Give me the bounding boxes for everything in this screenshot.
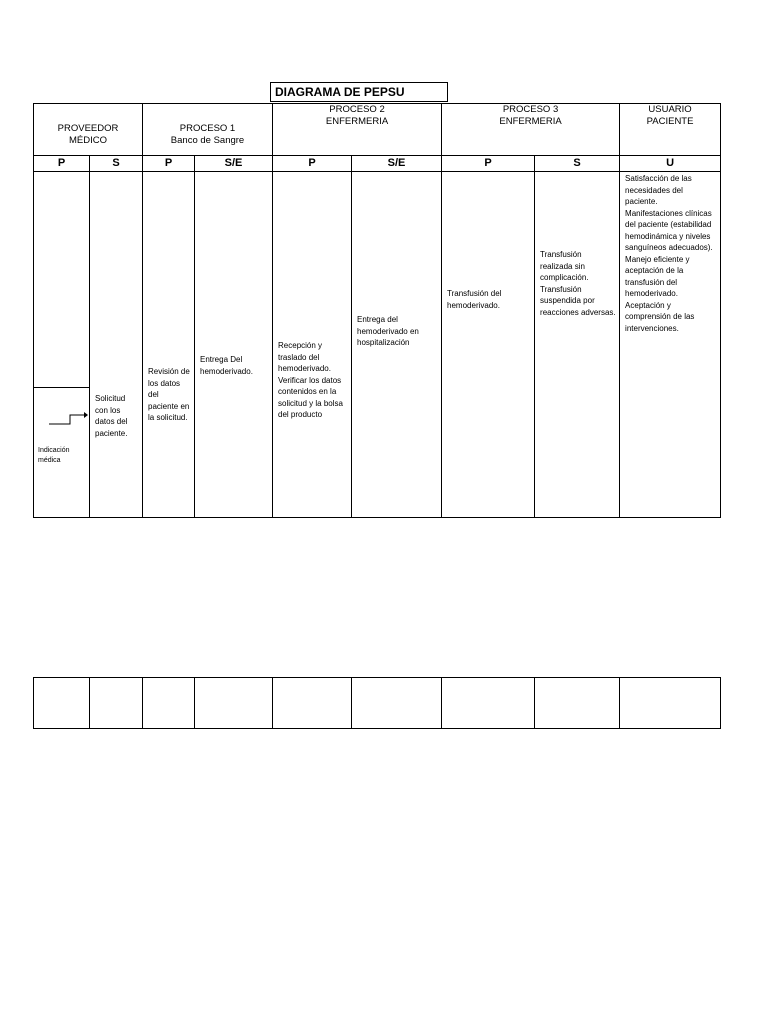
- header-proceso2-line1: PROCESO 2: [329, 104, 385, 115]
- divider-line: [34, 387, 89, 388]
- empty-cell: [535, 678, 620, 729]
- cell-usuario-u: [620, 172, 721, 518]
- header-proceso2-line2: ENFERMERIA: [325, 116, 389, 127]
- empty-cell: [620, 678, 721, 729]
- subheader-cell: P: [34, 156, 90, 172]
- subheader-cell: S/E: [352, 156, 442, 172]
- empty-cell: [34, 678, 90, 729]
- empty-cell: [352, 678, 442, 729]
- header-usuario-line1: USUARIO: [648, 104, 692, 115]
- header-proceso1-line1: PROCESO 1: [179, 122, 236, 134]
- header-proceso1: [143, 104, 273, 156]
- header-proceso3-line1: PROCESO 3: [502, 104, 559, 115]
- cell-proceso3-p: [442, 172, 535, 518]
- empty-cell: [442, 678, 535, 729]
- pepsu-table: [33, 103, 721, 518]
- cell-proceso1-p: [143, 172, 195, 518]
- header-proceso3: [442, 104, 620, 156]
- empty-cell: [90, 678, 143, 729]
- subheader-cell: P: [442, 156, 535, 172]
- empty-cell: [143, 678, 195, 729]
- cell-text: Transfusión del hemoderivado.: [447, 289, 502, 310]
- header-usuario-line2: PACIENTE: [646, 116, 694, 127]
- header-proveedor: [34, 104, 143, 156]
- header-proveedor-line2: MÉDICO: [69, 134, 107, 146]
- arrow-icon: [48, 410, 88, 426]
- subheader-cell: P: [143, 156, 195, 172]
- cell-proveedor-s: [90, 172, 143, 518]
- header-proveedor-line1: PROVEEDOR: [57, 122, 119, 134]
- cell-text: Revisión de los datos del paciente en la solicitud.: [148, 367, 190, 422]
- cell-text: Entrega del hemoderivado en hospitalización: [357, 315, 419, 347]
- diagram-title: DIAGRAMA DE PEPSU: [270, 82, 448, 102]
- empty-cell: [195, 678, 273, 729]
- cell-proveedor-p: [34, 172, 90, 518]
- subheader-cell: S/E: [195, 156, 273, 172]
- cell-proceso2-se: [352, 172, 442, 518]
- subheader-cell: S: [535, 156, 620, 172]
- cell-text: Entrega Del hemoderivado.: [200, 355, 253, 376]
- subheader-cell: P: [273, 156, 352, 172]
- indicacion-label: Indicación médica: [38, 447, 70, 464]
- header-proceso2: [273, 104, 442, 156]
- header-proceso3-line2: ENFERMERIA: [499, 116, 562, 127]
- cell-text: Solicitud con los datos del paciente.: [95, 394, 128, 438]
- empty-table: [33, 677, 721, 729]
- cell-proceso1-se: [195, 172, 273, 518]
- header-proceso1-line2: Banco de Sangre: [170, 134, 245, 146]
- cell-text: Recepción y traslado del hemoderivado. Verificar los datos contenidos en la solicitud y la bolsa del producto: [278, 341, 343, 419]
- cell-text: Transfusión realizada sin complicación. Transfusión suspendida por reacciones adversas.: [540, 250, 616, 317]
- cell-proceso3-s: [535, 172, 620, 518]
- subheader-cell: S: [90, 156, 143, 172]
- subheader-cell: U: [620, 156, 721, 172]
- cell-text: Satisfacción de las necesidades del paciente. Manifestaciones clínicas del paciente (estabilidad hemodinámica y niveles sanguíneos adecuados). Manejo eficiente y aceptación de la transfusión del hemoderivado. Aceptación y comprensión de las intervenciones.: [625, 174, 713, 333]
- empty-cell: [273, 678, 352, 729]
- cell-proceso2-p: [273, 172, 352, 518]
- header-usuario: [620, 104, 721, 156]
